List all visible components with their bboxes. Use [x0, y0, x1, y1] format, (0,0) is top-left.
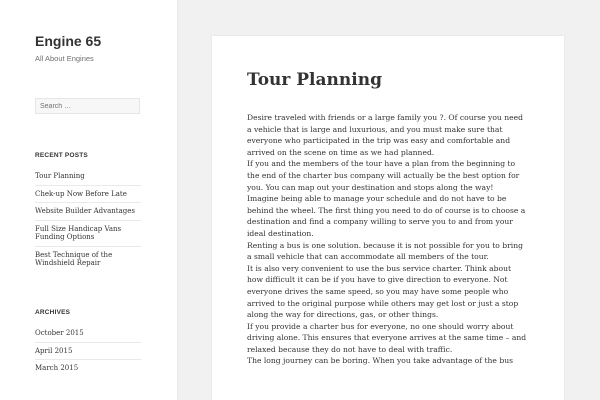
recent-posts-list [35, 172, 141, 272]
recent-post-link[interactable]: Full Size Handicap Vans Funding Options [35, 224, 122, 241]
archive-item [35, 342, 141, 360]
post-card [212, 36, 564, 400]
archive-link[interactable]: April 2015 [35, 346, 73, 355]
recent-post-item [35, 172, 141, 185]
archive-link[interactable]: March 2015 [35, 364, 79, 372]
post-title: Tour Planning [247, 70, 382, 90]
archives-list [35, 329, 141, 377]
post-paragraph: It is also very convenient to use the bus service charter. Think about how difficult it can be if you have to give direction to everyone. Not everyone drives the same speed, so you may have some people who arrived to the original purpose while others may get lost or just a stop along the way for directions, gas, or other things. [247, 263, 519, 320]
post-paragraph: The long journey can be boring. When you take advantage of the bus [247, 356, 513, 366]
site-title[interactable]: Engine 65 [35, 33, 102, 49]
archive-item [35, 359, 141, 377]
site-description: All About Engines [35, 54, 94, 63]
recent-post-link[interactable]: Website Builder Advantages [35, 207, 135, 215]
recent-post-link[interactable]: Chek-up Now Before Late [35, 189, 127, 198]
recent-posts-heading: RECENT POSTS [35, 152, 88, 159]
post-body [247, 112, 527, 367]
archive-link[interactable]: October 2015 [35, 329, 84, 337]
search-input[interactable] [35, 98, 140, 114]
archive-item [35, 329, 141, 342]
recent-post-item [35, 220, 141, 246]
post-paragraph: Renting a bus is one solution. because it is not possible for you to bring a small vehicle that can accommodate all members of the tour. [247, 240, 523, 262]
post-paragraph: If you provide a charter bus for everyone, no one should worry about driving alone. This ensures that everyone arrives at the same time – and relaxed because they do not have to deal with traffic. [247, 321, 527, 354]
post-paragraph: If you and the members of the tour have a plan from the beginning to the end of the charter bus company will actually be the best option for you. You can map out your destination and stops along the way! [247, 159, 520, 192]
post-paragraph: Imagine being able to manage your schedule and do not have to be behind the wheel. The first thing you need to do of course is to choose a destination and find a company willing to serve you to and from your ideal destination. [247, 194, 526, 238]
archives-heading: ARCHIVES [35, 309, 71, 316]
recent-post-item [35, 185, 141, 203]
recent-post-item [35, 202, 141, 220]
recent-post-link[interactable]: Tour Planning [35, 172, 85, 180]
recent-post-item [35, 246, 141, 272]
recent-post-link[interactable]: Best Technique of the Windshield Repair [35, 250, 113, 267]
post-paragraph: Desire traveled with friends or a large family you ?. Of course you need a vehicle that is large and luxurious, and you must make sure that everyone who participated in the trip was easy and comfortable and arrived on the scene on time as we had planned. [247, 113, 523, 157]
sidebar [0, 0, 177, 400]
